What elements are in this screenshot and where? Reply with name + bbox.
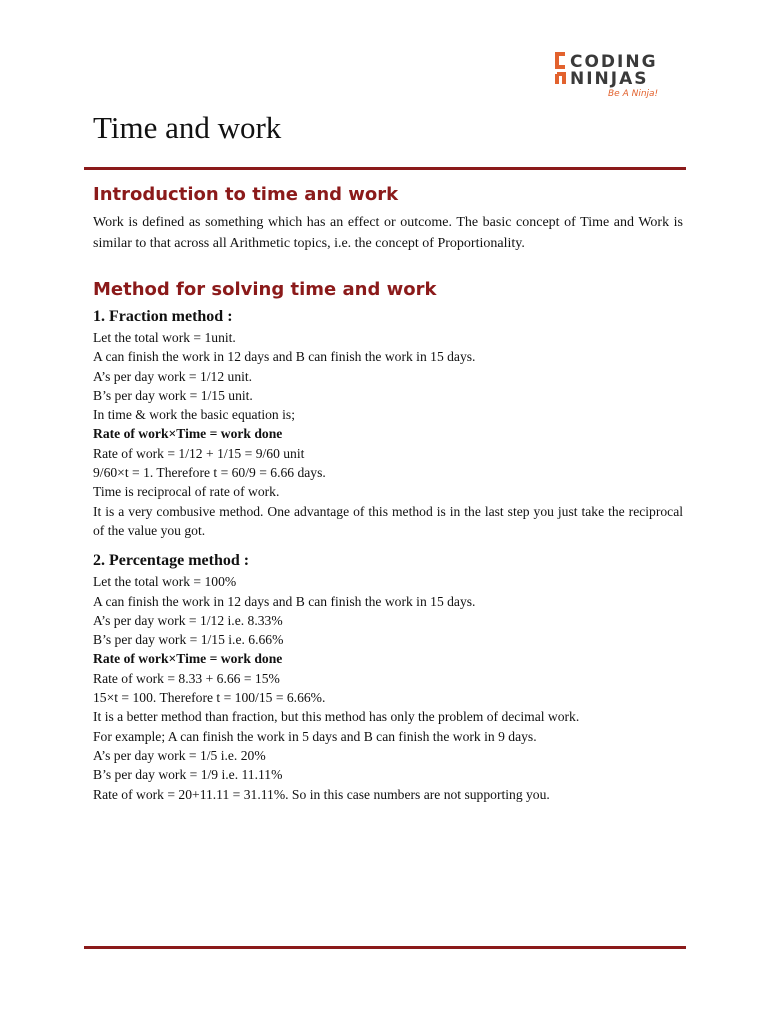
percentage-line: A can finish the work in 12 days and B can finish the work in 15 days. [93, 593, 476, 609]
basic-equation-intro: In time & work the basic equation is; [93, 407, 295, 423]
logo-tagline: Be A Ninja! [608, 89, 659, 99]
fraction-note: It is a very combusive method. One advantage of this method is in the last step you just take the reciprocal of the value you got. [93, 503, 683, 538]
logo-word-1: CODING [570, 52, 658, 72]
bottom-divider [84, 946, 686, 949]
percentage-line: B’s per day work = 1/15 i.e. 6.66% [93, 632, 284, 648]
example-line: For example; A can finish the work in 5 days and B can finish the work in 9 days. [93, 728, 537, 744]
fraction-line: Let the total work = 1unit. [93, 330, 236, 345]
percentage-method-lines [93, 572, 683, 804]
fraction-line: A’s per day work = 1/12 unit. [93, 368, 253, 384]
top-divider [84, 167, 686, 170]
fraction-method-title: 1. Fraction method : [93, 308, 233, 325]
percentage-calc-line: It is a better method than fraction, but this method has only the problem of decimal work. [93, 709, 580, 725]
fraction-calc-line: 9/60×t = 1. Therefore t = 60/9 = 6.66 days. [93, 465, 326, 481]
example-line: B’s per day work = 1/9 i.e. 11.11% [93, 767, 283, 783]
document-body [93, 180, 683, 804]
intro-heading: Introduction to time and work [93, 184, 399, 205]
coding-ninjas-logo-mark [557, 54, 565, 84]
percentage-basic-equation: Rate of work×Time = work done [93, 651, 283, 667]
document-title: Time and work [93, 110, 282, 145]
percentage-calc-line: Rate of work = 8.33 + 6.66 = 15% [93, 670, 280, 686]
percentage-method-title: 2. Percentage method : [93, 552, 250, 570]
fraction-calc-line: Time is reciprocal of rate of work. [93, 484, 280, 500]
example-line: Rate of work = 20+11.11 = 31.11%. So in this case numbers are not supporting you. [93, 786, 550, 802]
basic-equation: Rate of work×Time = work done [93, 426, 283, 442]
percentage-line: Let the total work = 100% [93, 574, 237, 590]
method-heading: Method for solving time and work [93, 279, 437, 300]
logo-word-2: NINJAS [570, 69, 649, 89]
fraction-method-lines [93, 328, 683, 540]
percentage-calc-line: 15×t = 100. Therefore t = 100/15 = 6.66%. [93, 690, 326, 706]
example-line: A’s per day work = 1/5 i.e. 20% [93, 747, 266, 763]
intro-paragraph: Work is defined as something which has an effect or outcome. The basic concept of Time and Work is similar to that across all Arithmetic topics, i.e. the concept of Proportionality. [93, 215, 683, 251]
fraction-line: B’s per day work = 1/15 unit. [93, 387, 253, 403]
fraction-line: A can finish the work in 12 days and B can finish the work in 15 days. [93, 349, 476, 365]
fraction-calc-line: Rate of work = 1/12 + 1/15 = 9/60 unit [93, 445, 305, 461]
percentage-line: A’s per day work = 1/12 i.e. 8.33% [93, 612, 283, 628]
